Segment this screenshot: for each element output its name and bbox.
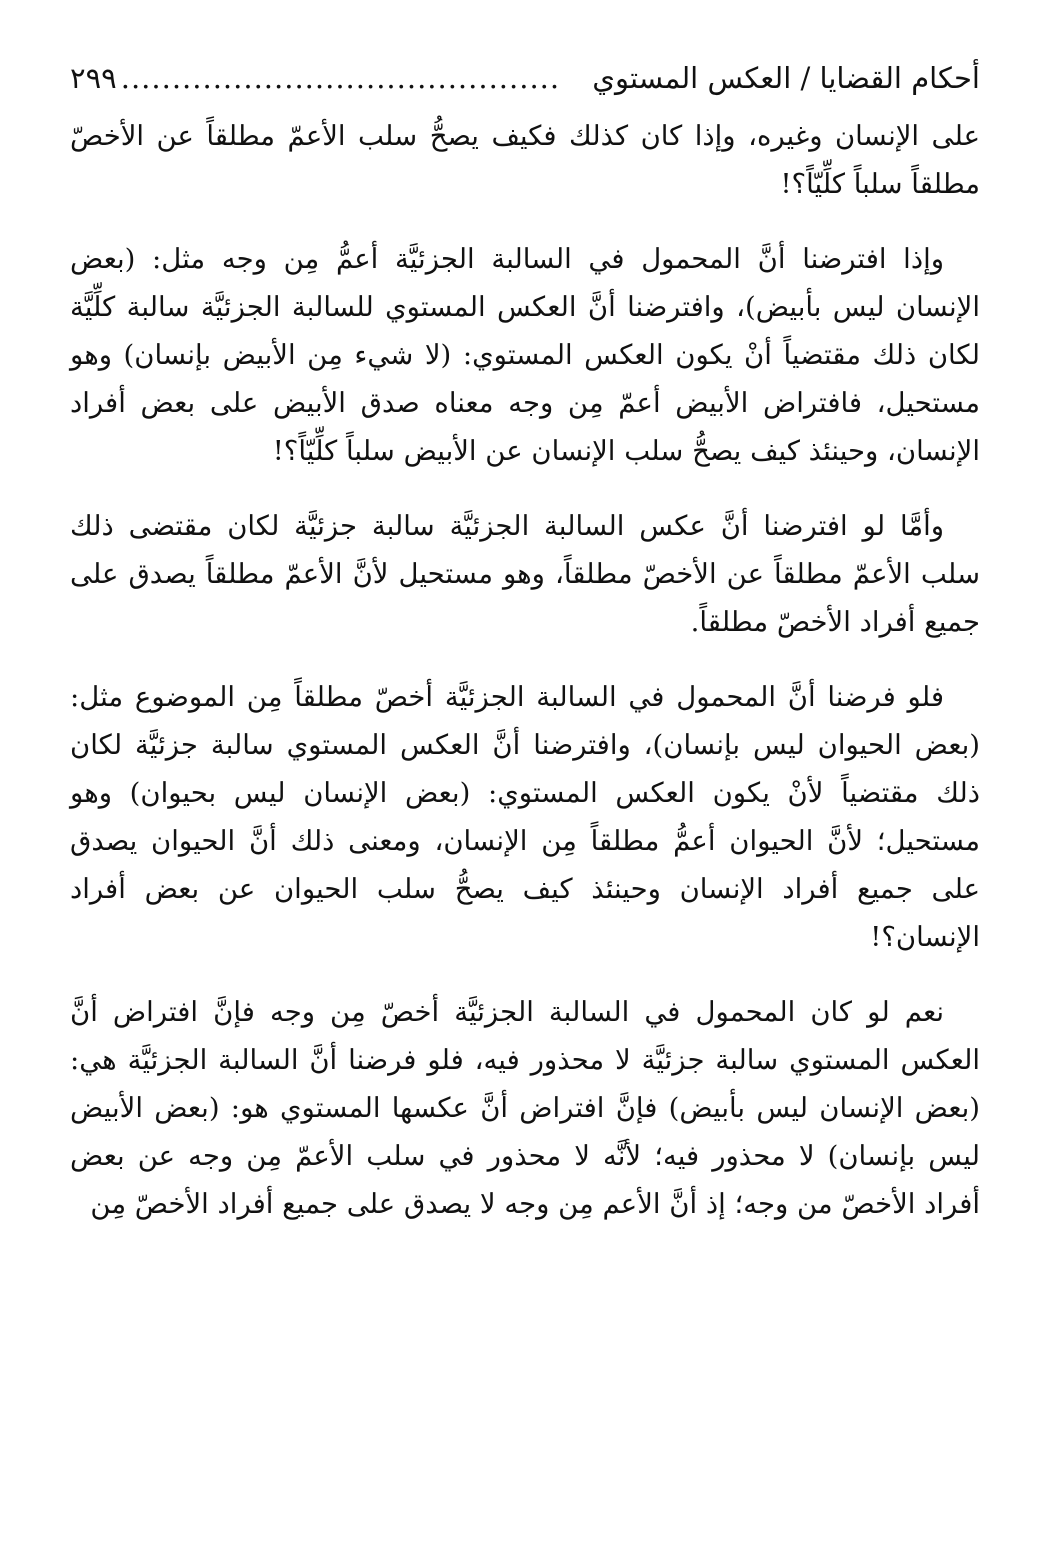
header-title: أحكام القضايا / العكس المستوي <box>592 61 980 95</box>
header-leader-dots: ........................................... <box>120 61 561 95</box>
paragraph-3: وأمَّا لو افترضنا أنَّ عكس السالبة الجزئيَّة سالبة جزئيَّة لكان مقتضى ذلك سلب الأعمّ مطلقاً عن الأخصّ مطلقاً، وهو مستحيل لأنَّ الأعمّ مطلقاً يصدق على جميع أفراد الأخصّ مطلقاً. <box>70 510 980 638</box>
paragraph-4: فلو فرضنا أنَّ المحمول في السالبة الجزئيَّة أخصّ مطلقاً مِن الموضوع مثل: (بعض الحيوان ليس بإنسان)، وافترضنا أنَّ العكس المستوي سالبة جزئيَّة لكان ذلك مقتضياً لأنْ يكون العكس المستوي: (بعض الإنسان ليس بحيوان) وهو مستحيل؛ لأنَّ الحيوان أعمُّ مطلقاً مِن الإنسان، ومعنى ذلك أنَّ الحيوان يصدق على جميع أفراد الإنسان وحينئذ كيف يصحُّ سلب الحيوان عن بعض أفراد الإنسان؟! <box>70 681 980 953</box>
page-body <box>70 112 980 1228</box>
paragraph-1: على الإنسان وغيره، وإذا كان كذلك فكيف يصحُّ سلب الأعمّ مطلقاً عن الأخصّ مطلقاً سلباً كلِّيّاً؟! <box>70 120 980 200</box>
document-page <box>70 56 980 1255</box>
page-number: ٢٩٩ <box>70 61 117 95</box>
paragraph-2: وإذا افترضنا أنَّ المحمول في السالبة الجزئيَّة أعمُّ مِن وجه مثل: (بعض الإنسان ليس بأبيض)، وافترضنا أنَّ العكس المستوي للسالبة الجزئيَّة سالبة كلِّيَّة لكان ذلك مقتضياً أنْ يكون العكس المستوي: (لا شيء مِن الأبيض بإنسان) وهو مستحيل، فافتراض الأبيض أعمّ مِن وجه معناه صدق الأبيض على بعض أفراد الإنسان، وحينئذ كيف يصحُّ سلب الإنسان عن الأبيض سلباً كلِّيّاً؟! <box>70 243 980 467</box>
paragraph-5: نعم لو كان المحمول في السالبة الجزئيَّة أخصّ مِن وجه فإنَّ افتراض أنَّ العكس المستوي سالبة جزئيَّة لا محذور فيه، فلو فرضنا أنَّ السالبة الجزئيَّة هي: (بعض الإنسان ليس بأبيض) فإنَّ افتراض أنَّ عكسها المستوي هو: (بعض الأبيض ليس بإنسان) لا محذور فيه؛ لأنَّه لا محذور في سلب الأعمّ مِن وجه عن بعض أفراد الأخصّ من وجه؛ إذ أنَّ الأعم مِن وجه لا يصدق على جميع أفراد الأخصّ مِن <box>70 996 980 1220</box>
running-header <box>70 56 980 100</box>
